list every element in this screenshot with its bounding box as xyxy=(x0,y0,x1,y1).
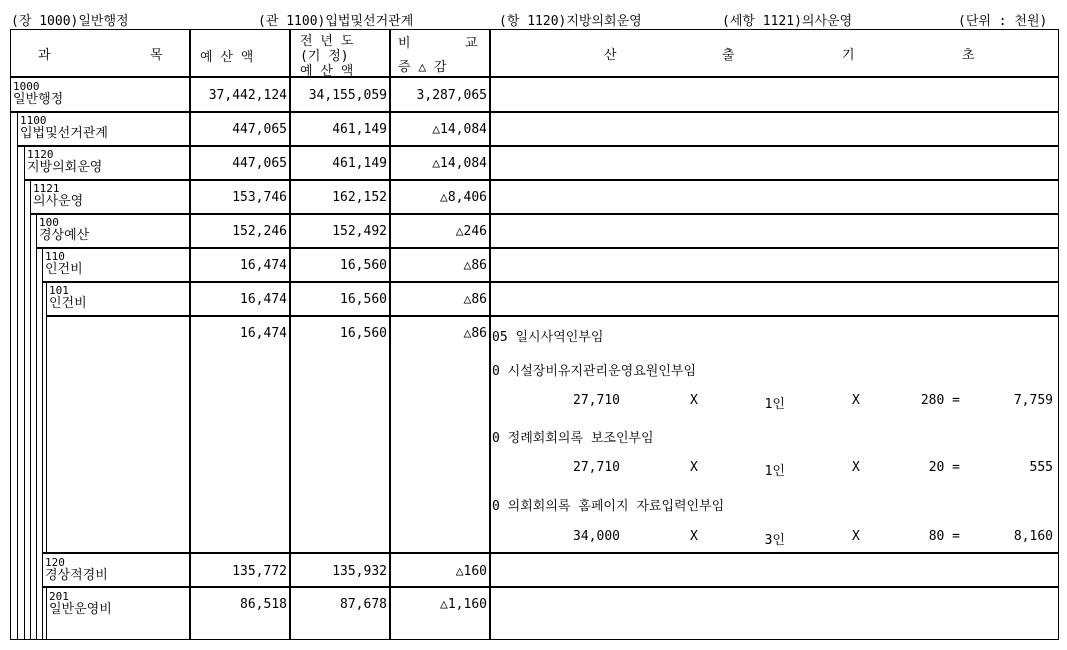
detail-title: 05 일시사역인부임 xyxy=(492,330,604,345)
header-bottom-border xyxy=(10,76,1059,78)
detail-unit-cost: 27,710 xyxy=(573,393,620,408)
header-basis-3: 기 xyxy=(842,48,855,63)
row-diff: △86 xyxy=(463,292,487,307)
header-diff-bottom: 증 △ 감 xyxy=(398,60,447,75)
detail-total: 8,160 xyxy=(1013,529,1053,544)
row-budget: 16,474 xyxy=(240,258,287,273)
indent-line-6b xyxy=(46,587,47,640)
row-code: 100 xyxy=(39,216,59,229)
detail-total: 555 xyxy=(1029,460,1053,475)
row-prev: 34,155,059 xyxy=(308,88,387,103)
header-subject-left: 과 xyxy=(38,48,51,63)
row-name: 일반행정 xyxy=(13,92,64,107)
indent-line-2 xyxy=(24,146,25,640)
row-code: 1100 xyxy=(20,114,47,127)
row-name: 의사운영 xyxy=(33,194,84,209)
header-basis-4: 초 xyxy=(962,48,975,63)
gwan-label: (관 1100)입법및선거관계 xyxy=(258,14,414,29)
row-code: 1121 xyxy=(33,182,60,195)
row-prev: 162,152 xyxy=(332,190,387,205)
detail-times-sign: X xyxy=(690,460,698,475)
row-budget: 447,065 xyxy=(232,156,287,171)
row-code: 110 xyxy=(45,250,65,263)
row-diff: △14,084 xyxy=(432,156,487,171)
row-prev: 16,560 xyxy=(340,258,387,273)
row-diff: △8,406 xyxy=(440,190,487,205)
header-subject-right: 목 xyxy=(150,48,163,63)
row-diff: 3,287,065 xyxy=(416,88,487,103)
detail-days: 280 = xyxy=(920,393,960,408)
row-name: 경상적경비 xyxy=(45,568,108,583)
detail-times-sign: X xyxy=(852,393,860,408)
detail-item-label: 0 시설장비유지관리운영요원인부임 xyxy=(492,364,697,379)
row-code: 1000 xyxy=(13,80,40,93)
detail-times-sign: X xyxy=(690,393,698,408)
left-border xyxy=(10,29,11,640)
row-divider xyxy=(42,586,1059,588)
row-divider xyxy=(10,111,1059,113)
detail-budget: 16,474 xyxy=(240,326,287,341)
row-code: 1120 xyxy=(27,148,54,161)
unit-label: (단위 : 천원) xyxy=(958,14,1048,29)
detail-total: 7,759 xyxy=(1013,393,1053,408)
row-budget: 152,246 xyxy=(232,224,287,239)
row-prev: 16,560 xyxy=(340,292,387,307)
indent-line-5 xyxy=(42,248,43,640)
header-prev-line1: 전 년 도 xyxy=(300,34,354,49)
row-name: 입법및선거관계 xyxy=(20,126,108,141)
detail-diff: △86 xyxy=(463,326,487,341)
row-budget: 447,065 xyxy=(232,122,287,137)
detail-item-label: 0 의회회의록 홈페이지 자료입력인부임 xyxy=(492,499,725,514)
row-code: 101 xyxy=(49,284,69,297)
row-budget: 86,518 xyxy=(240,597,287,612)
row-divider xyxy=(42,281,1059,283)
row-prev: 87,678 xyxy=(340,597,387,612)
detail-unit-cost: 27,710 xyxy=(573,460,620,475)
row-budget: 37,442,124 xyxy=(208,88,287,103)
row-code: 120 xyxy=(45,556,65,569)
row-prev: 461,149 xyxy=(332,156,387,171)
detail-times-sign: X xyxy=(690,529,698,544)
row-budget: 135,772 xyxy=(232,564,287,579)
row-diff: △160 xyxy=(455,564,487,579)
right-border xyxy=(1058,29,1059,640)
header-diff-top-left: 비 xyxy=(398,36,411,51)
detail-times-sign: X xyxy=(852,460,860,475)
row-budget: 16,474 xyxy=(240,292,287,307)
header-prev-line3: 예 산 액 xyxy=(300,64,354,79)
row-name: 일반운영비 xyxy=(49,602,112,617)
header-prev-line2: (기 정) xyxy=(300,49,349,64)
hang-label: (항 1120)지방의회운영 xyxy=(499,14,642,29)
col-sep-basis xyxy=(489,29,491,640)
row-divider xyxy=(42,552,1059,554)
indent-line-3 xyxy=(30,180,31,640)
row-diff: △14,084 xyxy=(432,122,487,137)
header-basis-2: 출 xyxy=(722,48,735,63)
detail-count: 3인 xyxy=(764,533,785,548)
header-budget: 예 산 액 xyxy=(200,50,254,65)
row-name: 인건비 xyxy=(45,262,83,277)
detail-days: 80 = xyxy=(928,529,960,544)
row-name: 경상예산 xyxy=(39,228,90,243)
detail-unit-cost: 34,000 xyxy=(573,529,620,544)
row-name: 인건비 xyxy=(49,296,87,311)
row-prev: 135,932 xyxy=(332,564,387,579)
row-code: 201 xyxy=(49,590,69,603)
indent-line-1 xyxy=(17,112,18,640)
table-bottom-border xyxy=(10,639,1059,640)
row-diff: △86 xyxy=(463,258,487,273)
row-divider xyxy=(30,213,1059,215)
row-prev: 152,492 xyxy=(332,224,387,239)
row-divider xyxy=(46,315,1059,317)
jang-label: (장 1000)일반행정 xyxy=(11,14,129,29)
row-diff: △1,160 xyxy=(440,597,487,612)
detail-times-sign: X xyxy=(852,529,860,544)
row-divider xyxy=(24,179,1059,181)
indent-line-6 xyxy=(46,282,47,553)
row-divider xyxy=(17,145,1059,147)
table-top-border xyxy=(10,29,1059,30)
header-basis-1: 산 xyxy=(604,48,617,63)
row-budget: 153,746 xyxy=(232,190,287,205)
detail-days: 20 = xyxy=(928,460,960,475)
detail-prev: 16,560 xyxy=(340,326,387,341)
detail-count: 1인 xyxy=(764,464,785,479)
detail-item-label: 0 정례회회의록 보조인부임 xyxy=(492,431,654,446)
indent-line-4 xyxy=(36,214,37,640)
detail-count: 1인 xyxy=(764,397,785,412)
header-diff-top-right: 교 xyxy=(465,36,478,51)
sehang-label: (세항 1121)의사운영 xyxy=(722,14,853,29)
row-name: 지방의회운영 xyxy=(27,160,103,175)
row-prev: 461,149 xyxy=(332,122,387,137)
row-diff: △246 xyxy=(455,224,487,239)
